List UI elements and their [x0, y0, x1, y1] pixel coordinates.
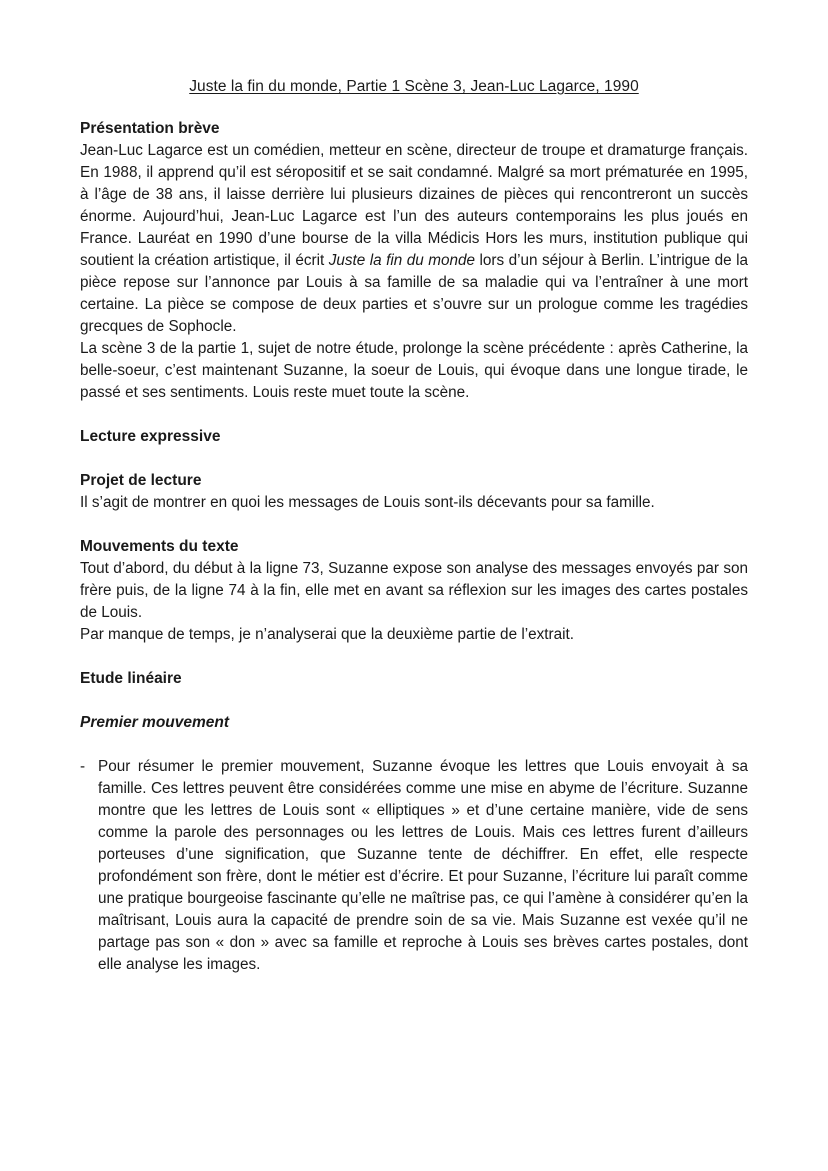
- section-presentation: [80, 118, 748, 404]
- projet-paragraph: Il s’agit de montrer en quoi les messages de Louis sont-ils décevants pour sa famille.: [80, 494, 655, 511]
- list-item: [80, 756, 748, 976]
- heading-presentation: Présentation brève: [80, 120, 220, 137]
- bullet-text: Pour résumer le premier mouvement, Suzanne évoque les lettres que Louis envoyait à sa famille. Ces lettres peuvent être considérées comme une mise en abyme de l’écriture. Suzanne montre que les lettres de Louis sont « elliptiques » et d’une certaine manière, vide de sens comme la parole des personnages ou les lettres de Louis. Mais ces lettres furent d’ailleurs porteuses d’une signification, que Suzanne tente de déchiffrer. En effet, elle respecte profondément son frère, dont le métier est d’écrire. Et pour Suzanne, l’écriture lui paraît comme une pratique bourgeoise fascinante qu’elle ne maîtrise pas, ce qui l’amène à considérer qu’en la maîtrisant, Louis aura la capacité de prendre soin de sa vie. Mais Suzanne est vexée qu’il ne partage pas son « don » avec sa famille et reproche à Louis ses brèves cartes postales, dont elle analyse les images.: [98, 758, 748, 973]
- section-projet: [80, 470, 748, 514]
- mouvements-paragraph-1: Tout d’abord, du début à la ligne 73, Suzanne expose son analyse des messages envoyés par son frère puis, de la ligne 74 à la fin, elle met en avant sa réflexion sur les images des cartes postales de Louis.: [80, 560, 748, 621]
- subheading-premier-mouvement: Premier mouvement: [80, 714, 230, 731]
- presentation-text-a: Jean-Luc Lagarce est un comédien, metteur en scène, directeur de troupe et dramaturge français. En 1988, il apprend qu’il est séropositif et se sait condamné. Malgré sa mort prématurée en 1995, à l’âge de 38 ans, il laisse derrière lui plusieurs dizaines de pièces qui rencontreront un succès énorme. Aujourd’hui, Jean-Luc Lagarce est l’un des auteurs contemporains les plus joués en France. Lauréat en 1990 d’une bourse de la villa Médicis Hors les murs, institution publique qui soutient la création artistique, il écrit: [80, 142, 748, 269]
- heading-etude: Etude linéaire: [80, 670, 182, 687]
- bullet-dash: -: [80, 758, 86, 775]
- etude-bullet-list: [80, 756, 748, 976]
- section-mouvements: [80, 536, 748, 646]
- mouvements-paragraph-2: Par manque de temps, je n’analyserai que la deuxième partie de l’extrait.: [80, 626, 575, 643]
- heading-lecture: Lecture expressive: [80, 428, 221, 445]
- play-title-italic: Juste la fin du monde: [328, 252, 475, 269]
- heading-mouvements: Mouvements du texte: [80, 538, 239, 555]
- presentation-text-b: lors d’un séjour à Berlin. L’intrigue de la pièce repose sur l’annonce par Louis à sa famille de sa maladie qui va l’entraîner à une mort certaine. La pièce se compose de deux parties et s’ouvre sur un prologue comme les tragédies grecques de Sophocle.: [80, 252, 748, 335]
- section-etude: [80, 668, 748, 976]
- document-title: Juste la fin du monde, Partie 1 Scène 3, Jean-Luc Lagarce, 1990: [189, 78, 639, 95]
- presentation-paragraph-2: La scène 3 de la partie 1, sujet de notre étude, prolonge la scène précédente : après Catherine, la belle-soeur, c’est maintenant Suzanne, la soeur de Louis, qui évoque dans une longue tirade, le passé et ses sentiments. Louis reste muet toute la scène.: [80, 340, 748, 401]
- section-lecture: [80, 426, 748, 448]
- presentation-paragraph-1: [80, 140, 748, 338]
- heading-projet: Projet de lecture: [80, 472, 202, 489]
